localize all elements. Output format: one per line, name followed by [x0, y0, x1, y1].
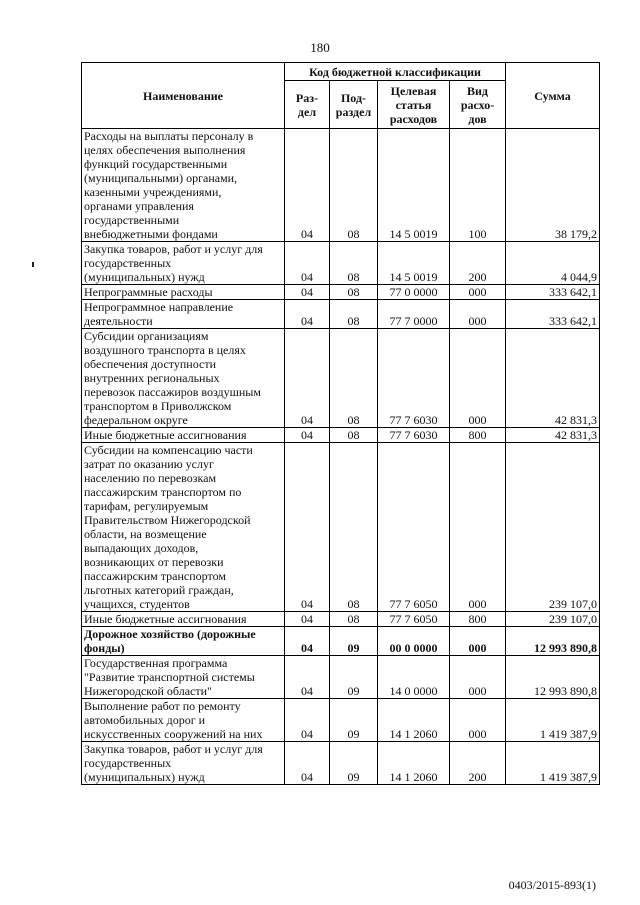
row-name: Субсидии организациям воздушного транспорта в целях обеспечения доступности внутренних региональных перевозок пассажиров воздушным транспортом в Приволжском федеральном округе — [82, 329, 285, 428]
table-row — [82, 285, 600, 300]
row-name: Закупка товаров, работ и услуг для государственных (муниципальных) нужд — [82, 742, 285, 785]
row-sum: 42 831,3 — [506, 329, 600, 428]
row-section: 04 — [285, 129, 330, 242]
header-classification-code: Код бюджетной классификации — [285, 63, 506, 81]
header-expense-type: Вид расхо- дов — [450, 81, 506, 129]
row-sum: 4 044,9 — [506, 242, 600, 285]
row-section: 04 — [285, 329, 330, 428]
row-sum: 12 993 890,8 — [506, 656, 600, 699]
row-section: 04 — [285, 742, 330, 785]
table-row — [82, 612, 600, 627]
row-target-item: 77 7 6050 — [378, 443, 450, 612]
row-expense-type: 000 — [450, 285, 506, 300]
page-number: 180 — [310, 40, 330, 55]
row-subsection: 09 — [330, 627, 378, 656]
row-subsection: 09 — [330, 656, 378, 699]
row-subsection: 09 — [330, 742, 378, 785]
table-row — [82, 443, 600, 612]
row-section: 04 — [285, 612, 330, 627]
row-subsection: 08 — [330, 443, 378, 612]
row-subsection: 08 — [330, 612, 378, 627]
row-target-item: 14 1 2060 — [378, 742, 450, 785]
row-target-item: 77 7 6030 — [378, 329, 450, 428]
row-expense-type: 800 — [450, 612, 506, 627]
row-target-item: 14 0 0000 — [378, 656, 450, 699]
row-sum: 239 107,0 — [506, 443, 600, 612]
row-name: Непрограммные расходы — [82, 285, 285, 300]
row-target-item: 14 1 2060 — [378, 699, 450, 742]
row-expense-type: 000 — [450, 627, 506, 656]
row-target-item: 14 5 0019 — [378, 129, 450, 242]
table-row — [82, 300, 600, 329]
row-subsection: 08 — [330, 300, 378, 329]
row-section: 04 — [285, 428, 330, 443]
row-name: Дорожное хозяйство (дорожные фонды) — [82, 627, 285, 656]
row-sum: 239 107,0 — [506, 612, 600, 627]
row-target-item: 77 7 6050 — [378, 612, 450, 627]
header-section: Раз- дел — [285, 81, 330, 129]
table-row — [82, 627, 600, 656]
row-name: Государственная программа "Развитие транспортной системы Нижегородской области" — [82, 656, 285, 699]
row-name: Выполнение работ по ремонту автомобильных дорог и искусственных сооружений на них — [82, 699, 285, 742]
row-expense-type: 200 — [450, 242, 506, 285]
row-section: 04 — [285, 656, 330, 699]
row-name: Расходы на выплаты персоналу в целях обеспечения выполнения функций государственными (муниципальными) органами, казенными учреждениями, органами управления государственными внебюджетными фондами — [82, 129, 285, 242]
row-sum: 12 993 890,8 — [506, 627, 600, 656]
table-row — [82, 428, 600, 443]
row-target-item: 14 5 0019 — [378, 242, 450, 285]
document-code: 0403/2015-893(1) — [508, 878, 596, 892]
budget-table — [81, 62, 600, 785]
table-row — [82, 129, 600, 242]
row-target-item: 77 7 6030 — [378, 428, 450, 443]
row-name: Непрограммное направление деятельности — [82, 300, 285, 329]
margin-mark — [32, 262, 34, 267]
row-subsection: 08 — [330, 242, 378, 285]
row-expense-type: 200 — [450, 742, 506, 785]
row-sum: 38 179,2 — [506, 129, 600, 242]
row-name: Субсидии на компенсацию части затрат по оказанию услуг населению по перевозкам пассажирским транспортом по тарифам, регулируемым Правительством Нижегородской области, на возмещение выпадающих доходов, возникающих от перевозки пассажирским транспортом льготных категорий граждан, учащихся, студентов — [82, 443, 285, 612]
row-sum: 1 419 387,9 — [506, 742, 600, 785]
row-target-item: 77 7 0000 — [378, 300, 450, 329]
row-subsection: 08 — [330, 129, 378, 242]
row-expense-type: 800 — [450, 428, 506, 443]
row-target-item: 00 0 0000 — [378, 627, 450, 656]
row-target-item: 77 0 0000 — [378, 285, 450, 300]
row-sum: 1 419 387,9 — [506, 699, 600, 742]
row-section: 04 — [285, 699, 330, 742]
row-subsection: 08 — [330, 428, 378, 443]
row-section: 04 — [285, 627, 330, 656]
table-row — [82, 242, 600, 285]
row-expense-type: 000 — [450, 329, 506, 428]
row-section: 04 — [285, 443, 330, 612]
row-expense-type: 100 — [450, 129, 506, 242]
row-subsection: 08 — [330, 285, 378, 300]
row-expense-type: 000 — [450, 699, 506, 742]
table-body — [82, 129, 600, 785]
row-sum: 333 642,1 — [506, 300, 600, 329]
row-section: 04 — [285, 285, 330, 300]
row-expense-type: 000 — [450, 656, 506, 699]
row-expense-type: 000 — [450, 443, 506, 612]
row-name: Иные бюджетные ассигнования — [82, 612, 285, 627]
row-subsection: 08 — [330, 329, 378, 428]
row-name: Закупка товаров, работ и услуг для государственных (муниципальных) нужд — [82, 242, 285, 285]
header-name: Наименование — [82, 63, 285, 129]
row-expense-type: 000 — [450, 300, 506, 329]
table-row — [82, 742, 600, 785]
header-target-item: Целевая статья расходов — [378, 81, 450, 129]
row-sum: 42 831,3 — [506, 428, 600, 443]
row-section: 04 — [285, 300, 330, 329]
table-row — [82, 329, 600, 428]
row-name: Иные бюджетные ассигнования — [82, 428, 285, 443]
header-subsection: Под- раздел — [330, 81, 378, 129]
row-sum: 333 642,1 — [506, 285, 600, 300]
row-section: 04 — [285, 242, 330, 285]
table-row — [82, 699, 600, 742]
table-row — [82, 656, 600, 699]
header-sum: Сумма — [506, 63, 600, 129]
row-subsection: 09 — [330, 699, 378, 742]
